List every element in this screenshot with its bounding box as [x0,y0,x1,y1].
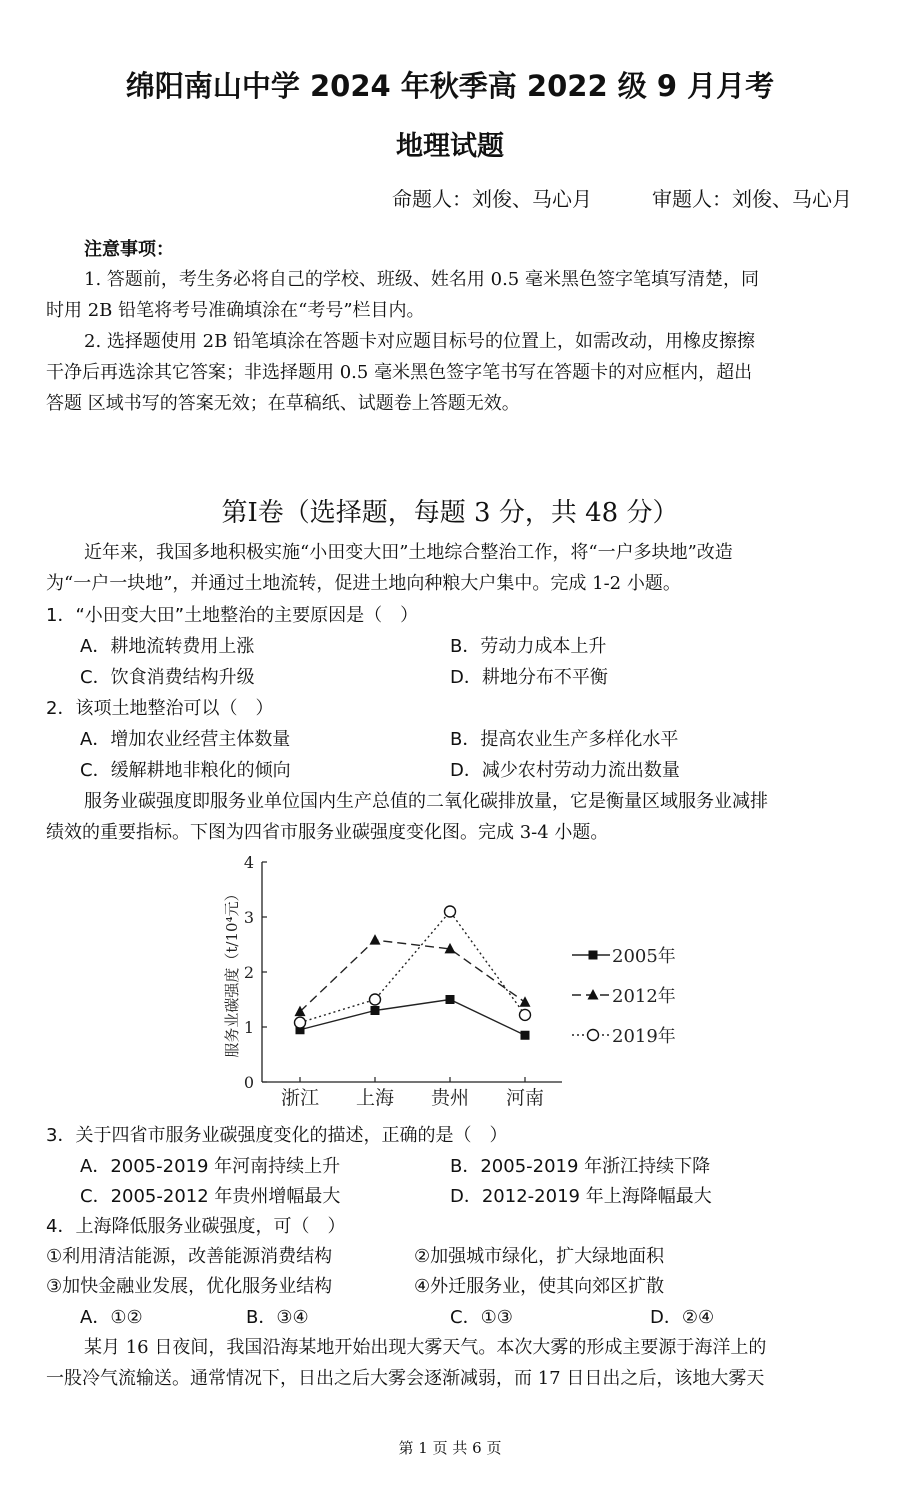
data-point [520,1009,531,1020]
page-footer: 第 1 页 共 6 页 [398,1439,502,1457]
legend-marker [589,951,598,960]
passage-line: 一股冷气流输送。通常情况下，日出之后大雾会逐渐减弱，而 17 日日出之后，该地大雾天 [46,1368,765,1389]
carbon-intensity-chart [220,850,680,1115]
q4-option-d: D．②④ [650,1307,715,1328]
q1-option-c: C．饮食消费结构升级 [80,667,255,688]
data-point [521,1031,530,1040]
q4-item: ③加快金融业发展，优化服务业结构 [46,1276,333,1297]
q4-item: ④外迁服务业，使其向郊区扩散 [414,1276,665,1297]
passage-line: 为“一户一块地”，并通过土地流转，促进土地向种粮大户集中。完成 1-2 小题。 [46,573,681,594]
q2-option-d: D．减少农村劳动力流出数量 [450,760,680,781]
q4-option-c: C．①③ [450,1307,513,1328]
notice-line: 干净后再选涂其它答案；非选择题用 0.5 毫米黑色签字笔书写在答题卡的对应框内，超出 [46,362,753,383]
data-point [370,994,381,1005]
q1-option-b: B．劳动力成本上升 [450,636,607,657]
q2-option-a: A．增加农业经营主体数量 [80,729,291,750]
question-3-stem: 3．关于四省市服务业碳强度变化的描述，正确的是（ ） [46,1125,508,1146]
notice-line: 2. 选择题使用 2B 铅笔填涂在答题卡对应题目标号的位置上，如需改动，用橡皮擦擦 [84,331,756,352]
q4-option-a: A．①② [80,1307,143,1328]
passage-line: 服务业碳强度即服务业单位国内生产总值的二氧化碳排放量，它是衡量区域服务业减排 [84,791,768,812]
passage-line: 近年来，我国多地积极实施“小田变大田”土地综合整治工作，将“一户多块地”改造 [84,542,733,563]
passage-line: 绩效的重要指标。下图为四省市服务业碳强度变化图。完成 3-4 小题。 [46,822,609,843]
passage-line: 某月 16 日夜间，我国沿海某地开始出现大雾天气。本次大雾的形成主要源于海洋上的 [84,1337,767,1358]
question-1-stem: 1．“小田变大田”土地整治的主要原因是（ ） [46,605,419,626]
q2-option-c: C．缓解耕地非粮化的倾向 [80,760,291,781]
q2-option-b: B．提高农业生产多样化水平 [450,729,679,750]
data-point [445,906,456,917]
q4-option-b: B．③④ [246,1307,309,1328]
notice-line: 时用 2B 铅笔将考号准确填涂在“考号”栏目内。 [46,300,425,321]
y-tick-label: 2 [243,963,254,982]
x-tick-label: 河南 [505,1087,545,1109]
q4-item: ②加强城市绿化，扩大绿地面积 [414,1246,665,1267]
series-line-2 [300,912,525,1023]
q3-option-d: D．2012-2019 年上海降幅最大 [450,1186,712,1207]
question-2-stem: 2．该项土地整治可以（ ） [46,698,274,719]
legend-marker [588,989,599,1000]
y-tick-label: 4 [243,853,254,872]
notice-heading: 注意事项： [84,239,174,260]
authors-line: 命题人：刘俊、马心月 审题人：刘俊、马心月 [392,187,852,211]
exam-title: 绵阳南山中学 2024 年秋季高 2022 级 9 月月考 [125,69,775,103]
data-point [371,1006,380,1015]
q4-item: ①利用清洁能源，改善能源消费结构 [46,1246,333,1267]
y-tick-label: 1 [243,1018,254,1037]
q3-option-a: A．2005-2019 年河南持续上升 [80,1156,341,1177]
legend-label: 2005年 [612,946,676,967]
y-tick-label: 3 [243,908,254,927]
q1-option-a: A．耕地流转费用上涨 [80,636,255,657]
x-tick-label: 浙江 [280,1087,320,1109]
notice-line: 1. 答题前，考生务必将自己的学校、班级、姓名用 0.5 毫米黑色签字笔填写清楚，同 [84,269,759,290]
data-point [295,1017,306,1028]
section-title: 第Ⅰ卷（选择题，每题 3 分，共 48 分） [221,498,679,528]
q3-option-c: C．2005-2012 年贵州增幅最大 [80,1186,341,1207]
legend-label: 2019年 [612,1026,676,1047]
legend-marker [588,1030,599,1041]
notice-line: 答题 区域书写的答案无效；在草稿纸、试题卷上答题无效。 [46,393,520,414]
q1-option-d: D．耕地分布不平衡 [450,667,608,688]
legend-label: 2012年 [612,986,676,1007]
data-point [370,934,381,945]
data-point [446,995,455,1004]
series-line-0 [300,1000,525,1036]
data-point [520,996,531,1007]
x-tick-label: 上海 [355,1087,395,1109]
series-line-1 [300,940,525,1012]
y-tick-label: 0 [243,1073,254,1092]
x-tick-label: 贵州 [430,1087,470,1109]
exam-subtitle: 地理试题 [396,131,504,162]
y-axis-label: 服务业碳强度（t/10⁴元） [223,886,241,1058]
q3-option-b: B．2005-2019 年浙江持续下降 [450,1156,711,1177]
question-4-stem: 4．上海降低服务业碳强度，可（ ） [46,1216,346,1237]
